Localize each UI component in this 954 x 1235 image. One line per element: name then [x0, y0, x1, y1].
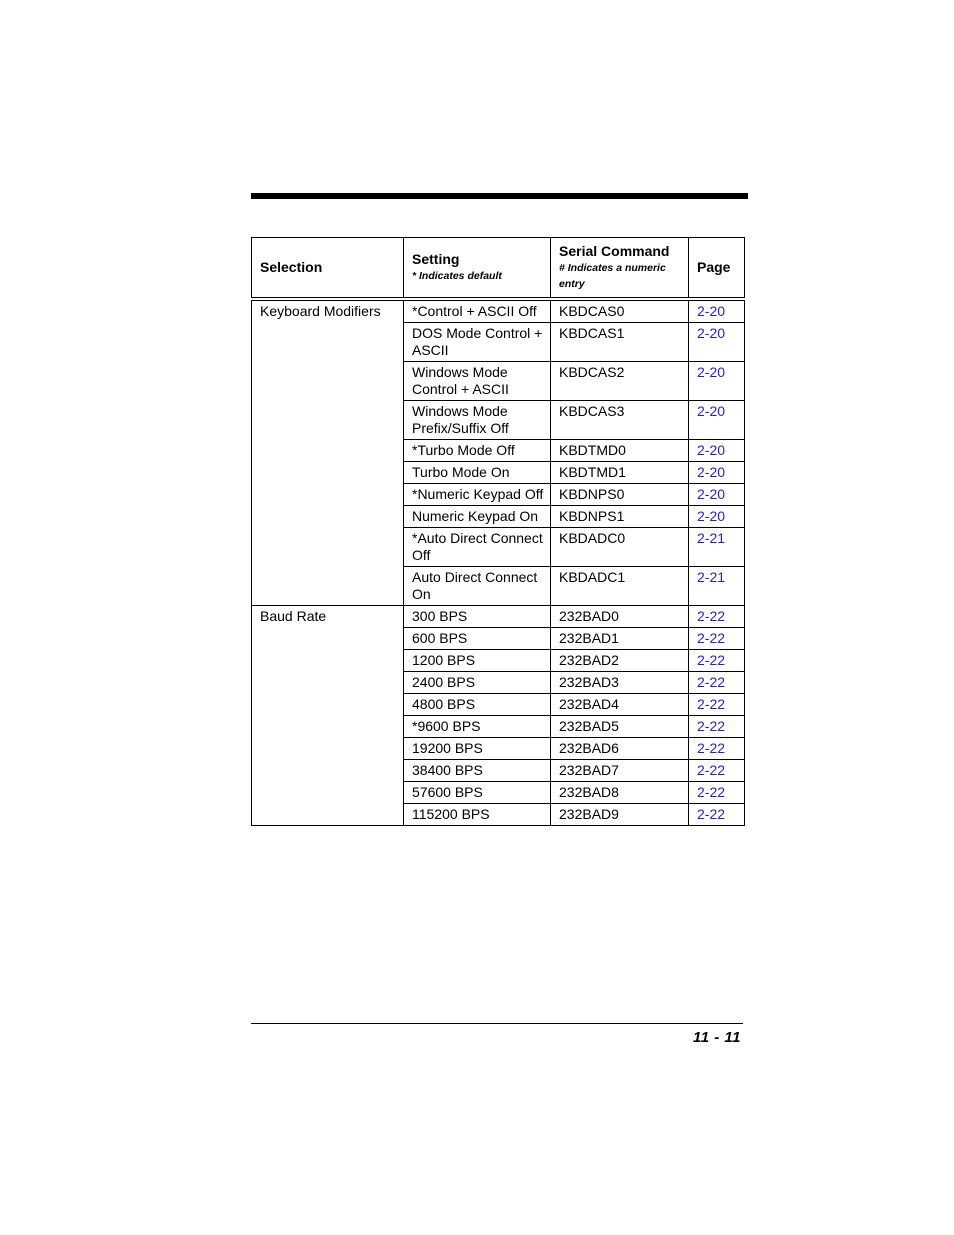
setting-cell: Windows Mode Control + ASCII	[404, 362, 551, 401]
page-cell	[689, 401, 745, 440]
serial-command-cell: KBDCAS3	[551, 401, 689, 440]
setting-cell: 115200 BPS	[404, 804, 551, 826]
serial-command-cell: KBDCAS0	[551, 299, 689, 323]
page-cell	[689, 716, 745, 738]
table-header-row	[252, 238, 745, 300]
page-link[interactable]: 2-22	[697, 806, 726, 822]
setting-cell: 19200 BPS	[404, 738, 551, 760]
page-cell	[689, 804, 745, 826]
table-row	[252, 299, 745, 323]
header-setting-note: * Indicates default	[412, 270, 502, 282]
serial-command-cell: 232BAD1	[551, 628, 689, 650]
page-cell	[689, 694, 745, 716]
page-link[interactable]: 2-21	[697, 530, 726, 546]
page-link[interactable]: 2-20	[697, 303, 726, 319]
serial-command-cell: KBDCAS1	[551, 323, 689, 362]
setting-cell: 1200 BPS	[404, 650, 551, 672]
table-row	[252, 606, 745, 628]
page-cell	[689, 760, 745, 782]
header-serial-command-note: # Indicates a numeric entry	[559, 262, 666, 290]
header-selection: Selection	[252, 238, 404, 300]
serial-command-cell: 232BAD9	[551, 804, 689, 826]
setting-cell: *Turbo Mode Off	[404, 440, 551, 462]
selection-cell: Baud Rate	[252, 606, 404, 826]
page-cell	[689, 567, 745, 606]
page-link[interactable]: 2-20	[697, 508, 726, 524]
page-cell	[689, 528, 745, 567]
setting-cell: DOS Mode Control + ASCII	[404, 323, 551, 362]
page-link[interactable]: 2-22	[697, 652, 726, 668]
page-cell	[689, 628, 745, 650]
header-page: Page	[689, 238, 745, 300]
page-cell	[689, 462, 745, 484]
setting-cell: 300 BPS	[404, 606, 551, 628]
page-number: 11 - 11	[693, 1029, 741, 1046]
serial-command-cell: 232BAD5	[551, 716, 689, 738]
page-link[interactable]: 2-22	[697, 740, 726, 756]
page-link[interactable]: 2-20	[697, 325, 726, 341]
setting-cell: Windows Mode Prefix/Suffix Off	[404, 401, 551, 440]
page-cell	[689, 362, 745, 401]
page-cell	[689, 738, 745, 760]
page-link[interactable]: 2-22	[697, 762, 726, 778]
serial-command-cell: KBDADC1	[551, 567, 689, 606]
setting-cell: Auto Direct Connect On	[404, 567, 551, 606]
page-cell	[689, 782, 745, 804]
page-link[interactable]: 2-22	[697, 784, 726, 800]
serial-command-cell: KBDTMD0	[551, 440, 689, 462]
serial-command-cell: 232BAD4	[551, 694, 689, 716]
page-link[interactable]: 2-22	[697, 630, 726, 646]
page-cell	[689, 484, 745, 506]
header-serial-command	[551, 238, 689, 300]
page-cell	[689, 323, 745, 362]
header-setting	[404, 238, 551, 300]
setting-cell: 57600 BPS	[404, 782, 551, 804]
page-link[interactable]: 2-21	[697, 569, 726, 585]
page-cell	[689, 606, 745, 628]
serial-command-cell: KBDNPS0	[551, 484, 689, 506]
serial-command-cell: 232BAD6	[551, 738, 689, 760]
page-link[interactable]: 2-22	[697, 718, 726, 734]
setting-cell: Numeric Keypad On	[404, 506, 551, 528]
header-serial-command-label: Serial Command	[559, 243, 670, 259]
setting-cell: 600 BPS	[404, 628, 551, 650]
setting-cell: *Auto Direct Connect Off	[404, 528, 551, 567]
setting-cell: 2400 BPS	[404, 672, 551, 694]
page-cell	[689, 506, 745, 528]
page-link[interactable]: 2-20	[697, 403, 726, 419]
setting-cell: 4800 BPS	[404, 694, 551, 716]
serial-command-cell: KBDADC0	[551, 528, 689, 567]
page-link[interactable]: 2-22	[697, 674, 726, 690]
serial-command-table	[251, 237, 745, 826]
page-cell	[689, 650, 745, 672]
serial-command-cell: KBDNPS1	[551, 506, 689, 528]
page-link[interactable]: 2-20	[697, 364, 726, 380]
setting-cell: 38400 BPS	[404, 760, 551, 782]
serial-command-cell: KBDTMD1	[551, 462, 689, 484]
table-body	[252, 299, 745, 826]
page-link[interactable]: 2-20	[697, 464, 726, 480]
page-link[interactable]: 2-22	[697, 608, 726, 624]
setting-cell: Turbo Mode On	[404, 462, 551, 484]
setting-cell: *Control + ASCII Off	[404, 299, 551, 323]
page-link[interactable]: 2-20	[697, 486, 726, 502]
serial-command-cell: KBDCAS2	[551, 362, 689, 401]
selection-cell: Keyboard Modifiers	[252, 299, 404, 606]
serial-command-cell: 232BAD7	[551, 760, 689, 782]
header-rule	[251, 193, 748, 199]
page-link[interactable]: 2-22	[697, 696, 726, 712]
footer-rule	[251, 1023, 743, 1024]
setting-cell: *Numeric Keypad Off	[404, 484, 551, 506]
page-cell	[689, 299, 745, 323]
page-cell	[689, 672, 745, 694]
page-link[interactable]: 2-20	[697, 442, 726, 458]
setting-cell: *9600 BPS	[404, 716, 551, 738]
serial-command-cell: 232BAD3	[551, 672, 689, 694]
serial-command-cell: 232BAD2	[551, 650, 689, 672]
header-setting-label: Setting	[412, 251, 460, 267]
serial-command-cell: 232BAD0	[551, 606, 689, 628]
page-cell	[689, 440, 745, 462]
serial-command-cell: 232BAD8	[551, 782, 689, 804]
